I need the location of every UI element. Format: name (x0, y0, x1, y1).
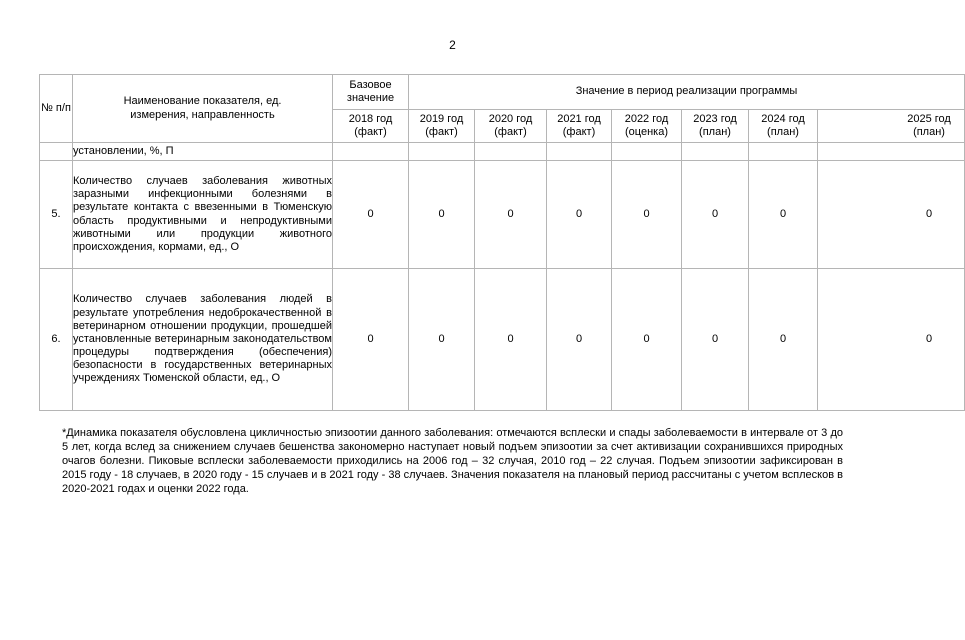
value-cell: 0 (547, 269, 612, 411)
footnote-text: *Динамика показателя обусловлена цикличностью эпизоотии данного заболевания: отмечаются всплески и спады заболеваемости в интервале от 3 до 5 лет, когда вслед за снижением случаев бешенства закономерно наступает новый подъем эпизоотии за счет активизации сохранившихся природных очагов болезни. Пиковые всплески заболеваемости приходились на 2006 год – 32 случая, 2010 год – 22 случая. Подъем эпизоотии зафиксирован в 2015 году - 18 случаев, в 2020 году - 15 случаев и в 2021 году - 38 случаев. Значения показателя на плановый период рассчитаны с учетом всплесков в 2020-2021 годах и оценки 2022 года. (62, 427, 843, 495)
value-cell: 0 (818, 269, 965, 411)
value-cell: 0 (409, 269, 475, 411)
value-cell: 0 (682, 269, 749, 411)
value-cell: 0 (612, 161, 682, 269)
value-cell: 0 (333, 161, 409, 269)
header-year: 2021 год (факт) (547, 110, 612, 143)
indicators-table (39, 74, 965, 411)
header-base: Базовое значение (333, 75, 409, 110)
table-row (40, 269, 965, 411)
header-period: Значение в период реализации программы (409, 75, 965, 110)
header-year: 2018 год (факт) (333, 110, 409, 143)
indicator-name: Количество случаев заболевания людей в результате употребления недоброкачественной в ветеринарном отношении продукции, прошедшей установленные ветеринарным законодательством процедуры подтверждения (обеспечения) безопасности в государственных ветеринарных учреждениях Тюменской области, ед., О (73, 269, 333, 411)
value-cell: 0 (409, 161, 475, 269)
header-year: 2023 год (план) (682, 110, 749, 143)
value-cell: 0 (547, 161, 612, 269)
page-number: 2 (449, 38, 456, 52)
header-year: 2020 год (факт) (475, 110, 547, 143)
value-cell: 0 (475, 161, 547, 269)
indicator-name: Количество случаев заболевания животных заразными инфекционными болезнями в результате контакта с ввезенными в Тюменскую область продуктивными и непродуктивными животными или продукции животного происхождения, кормами, ед., О (73, 161, 333, 269)
value-cell: 0 (818, 161, 965, 269)
header-year: 2019 год (факт) (409, 110, 475, 143)
table-row (40, 143, 965, 161)
header-name: Наименование показателя, ед. измерения, направленность (73, 75, 333, 143)
header-year: 2022 год (оценка) (612, 110, 682, 143)
footnote (62, 426, 843, 496)
value-cell: 0 (612, 269, 682, 411)
continuation-text: установлении, %, П (73, 143, 333, 161)
value-cell: 0 (682, 161, 749, 269)
value-cell: 0 (475, 269, 547, 411)
header-year: 2025 год (план) (818, 110, 965, 143)
value-cell: 0 (749, 161, 818, 269)
header-year: 2024 год (план) (749, 110, 818, 143)
table-header-row (40, 75, 965, 110)
value-cell: 0 (333, 269, 409, 411)
row-number: 5. (40, 161, 73, 269)
value-cell: 0 (749, 269, 818, 411)
table-row (40, 161, 965, 269)
header-num: № п/п (40, 75, 73, 143)
row-number: 6. (40, 269, 73, 411)
